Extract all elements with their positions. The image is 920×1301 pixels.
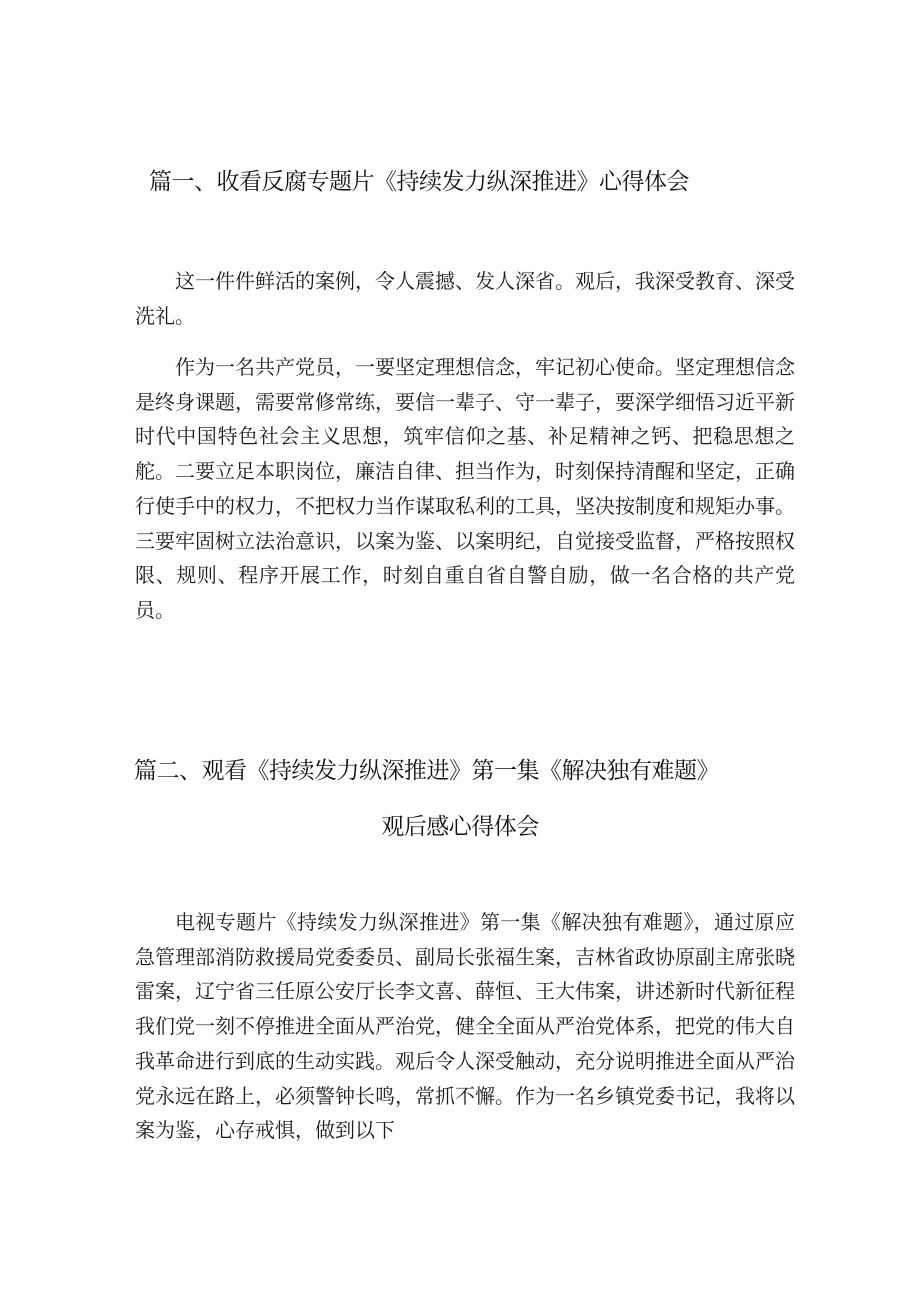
section-2-title-line-2: 观后感心得体会 — [381, 814, 539, 840]
section-2-paragraph-1: 电视专题片《持续发力纵深推进》第一集《解决独有难题》，通过原应急管理部消防救援局党委委员、副局长张福生案，吉林省政协原副主席张晓雷案，辽宁省三任原公安厅长李文喜、薛恒、王大伟案，讲述新时代新征程我们党一刻不停推进全面从严治党，健全全面从严治党体系，把党的伟大自我革命进行到底的生动实践。观后令人深受触动，充分说明推进全面从严治党永远在路上，必须警钟长鸣，常抓不懈。作为一名乡镇党委书记，我将以案为鉴，心存戒惧，做到以下 — [135, 910, 795, 1143]
section-1-title: 篇一、收看反腐专题片《持续发力纵深推进》心得体会 — [149, 169, 689, 195]
section-2-title-line-1: 篇二、观看《持续发力纵深推进》第一集《解决独有难题》 — [134, 758, 719, 784]
section-1-paragraph-2: 作为一名共产党员，一要坚定理想信念，牢记初心使命。坚定理想信念是终身课题，需要常修常练，要信一辈子、守一辈子，要深学细悟习近平新时代中国特色社会主义思想，筑牢信仰之基、补足精神之钙、把稳思想之舵。二要立足本职岗位，廉洁自律、担当作为，时刻保持清醒和坚定，正确行使手中的权力，不把权力当作谋取私利的工具，坚决按制度和规矩办事。三要牢固树立法治意识，以案为鉴、以案明纪，自觉接受监督，严格按照权限、规则、程序开展工作，时刻自重自省自警自励，做一名合格的共产党员。 — [135, 355, 795, 622]
section-1-paragraph-1: 这一件件鲜活的案例，令人震撼、发人深省。观后，我深受教育、深受洗礼。 — [135, 269, 795, 328]
